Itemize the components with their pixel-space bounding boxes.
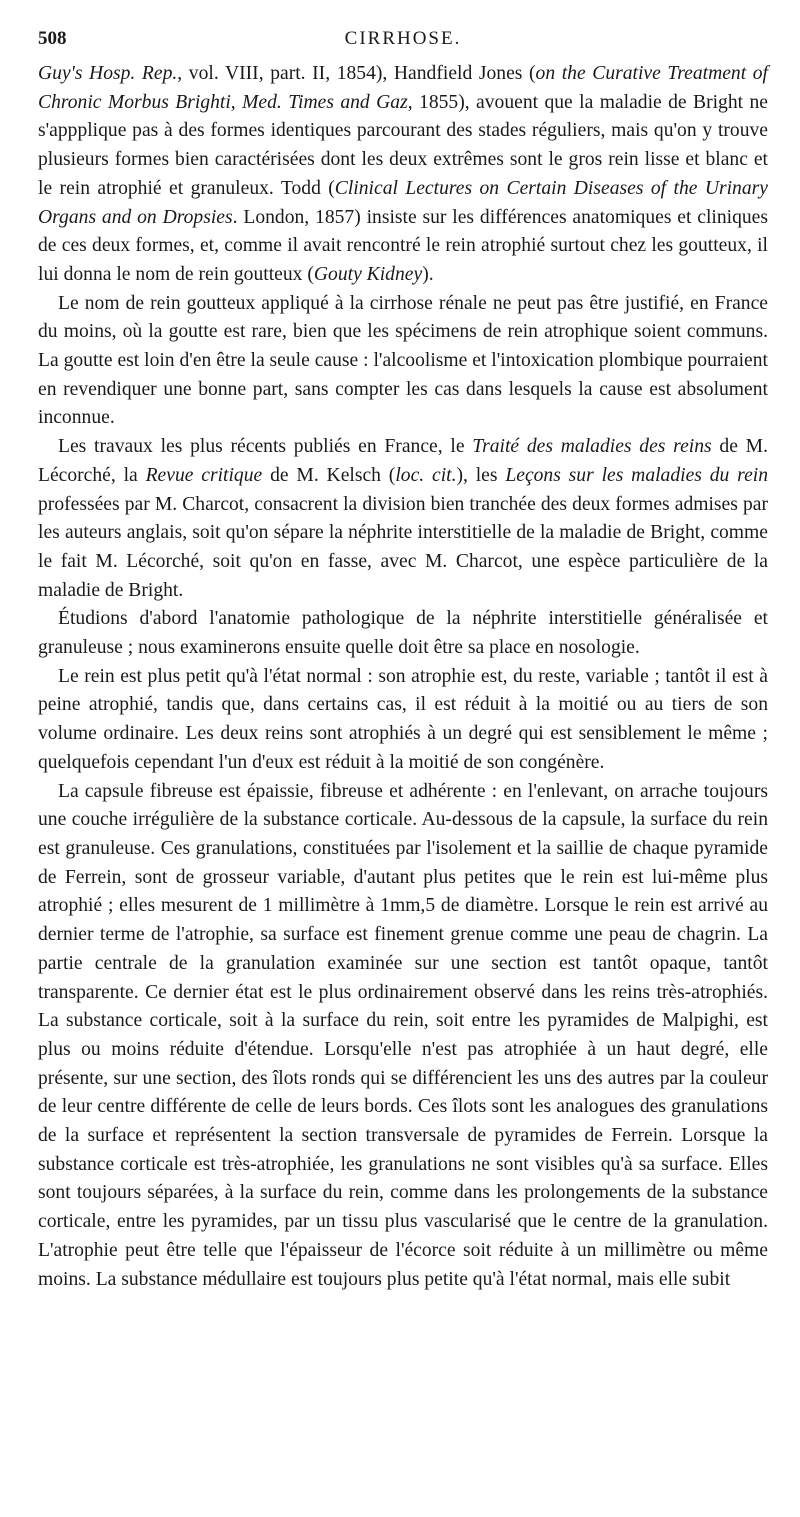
body-text-run: La capsule fibreuse est épaissie, fibreuse et adhérente : en l'enlevant, on arrache toujours une couche irrégulière de la substance corticale. Au-dessous de la capsule, la surface du rein est granuleuse. Ces granulations, constituées par l'isolement et la saillie de chaque pyramide de Ferrein, sont de grosseur variable, d'autant plus petites que le rein est lui-même plus atrophié ; elles mesurent de 1 millimètre à 1mm,5 de diamètre. Lorsque le rein est arrivé au dernier terme de l'atrophie, sa surface est finement grenue comme une peau de chagrin. La partie centrale de la granulation examinée sur une section est tantôt opaque, tantôt transparente. Ce dernier état est le plus ordinairement observé dans les reins très-atrophiés. La substance corticale, soit à la surface du rein, soit entre les pyramides de Malpighi, est plus ou moins réduite d'étendue. Lorsqu'elle n'est pas atrophiée à un haut degré, elle présente, sur une section, des îlots ronds qui se différencient les uns des autres par la couleur de leur centre différente de celle de leurs bords. Ces îlots sont les analogues des granulations de la surface et représentent la section transversale de pyramides de Ferrein. Lorsque la substance corticale est très-atrophiée, les granulations ne sont visibles qu'à sa surface. Elles sont toujours séparées, à la surface du rein, comme dans les prolongements de la substance corticale, entre les pyramides, par un tissu plus vascularisé que le centre de la granulation. L'atrophie peut être telle que l'épaisseur de l'écorce soit réduite à un millimètre ou même moins. La substance médullaire est toujours plus petite qu'à l'état normal, mais elle subit [38,780,768,1290]
paragraph [38,663,768,778]
italic-text: Leçons sur les maladies du rein [505,464,769,486]
paragraph [38,60,768,290]
body-text-run: professées par M. Charcot, consacrent la division bien tranchée des deux formes admises par les auteurs anglais, soit qu'on sépare la néphrite interstitielle de la maladie de Bright, comme le fait M. Lécorché, soit qu'on en fasse, avec M. Charcot, une espèce particulière de la maladie de Bright. [38,493,768,601]
paragraph [38,290,768,434]
book-page [38,28,768,1294]
body-text [38,60,768,1294]
body-text-run: Le rein est plus petit qu'à l'état normal : son atrophie est, du reste, variable ; tantôt il est à peine atrophié, tandis que, dans certains cas, il est réduit à la moitié ou au tiers de son volume ordinaire. Les deux reins sont atrophiés à un degré qui est sensiblement le même ; quelquefois cependant l'un d'eux est réduit à la moitié de son congénère. [38,665,768,773]
italic-text: Clinical Lectures on Certain Diseases of the Urinary Organs and on Dropsies [38,177,768,228]
italic-text: Revue critique [145,464,263,486]
body-text-run: ). [422,263,434,285]
italic-text: Gouty Kidney [313,263,423,285]
body-text-run: Étudions d'abord l'anatomie pathologique de la néphrite interstitielle généralisée et granuleuse ; nous examinerons ensuite quelle doit être sa place en nosologie. [38,608,768,659]
italic-text: Traité des maladies des reins [472,436,712,458]
body-text-run: Les travaux les plus récents publiés en France, le [58,436,473,458]
body-text-run: , 1855), avouent que la maladie de Bright ne s'appplique pas à des formes identiques parcourant des stades réguliers, mais qu'on y trouve plusieurs formes bien caractérisées dont les deux extrêmes sont le gros rein lisse et blanc et le rein atrophié et granuleux. Todd ( [38,91,768,199]
running-title: CIRRHOSE. [344,28,462,49]
italic-text: Guy's Hosp. Rep. [38,63,178,84]
italic-text: on the Curative Treatment of Chronic Morbus Brighti, Med. Times and Gaz [38,63,769,113]
body-text-run: Le nom de rein goutteux appliqué à la cirrhose rénale ne peut pas être justifié, en France du moins, où la goutte est rare, bien que les spécimens de rein atrophique soient communs. La goutte est loin d'en être la seule cause : l'alcoolisme et l'intoxication plombique pourraient en revendiquer une bonne part, sans compter les cas dans lesquels la cause est absolument inconnue. [38,292,768,429]
body-text-run: de M. Lécorché, la [38,436,768,486]
page-number: 508 [38,28,67,49]
body-text-run: , vol. VIII, part. II, 1854), Handfield Jones ( [177,63,536,84]
italic-text: loc. cit. [395,464,457,486]
body-text-run: de M. Kelsch ( [262,464,396,486]
body-text-run: . London, 1857) insiste sur les différences anatomiques et cliniques de ces deux formes, et, comme il avait rencontré le rein atrophié surtout chez les goutteux, il lui donna le nom de rein goutteux ( [38,206,768,285]
paragraph [38,778,768,1295]
paragraph [38,605,768,662]
running-head [38,28,768,60]
body-text-run: ), les [456,464,506,486]
paragraph [38,433,768,605]
